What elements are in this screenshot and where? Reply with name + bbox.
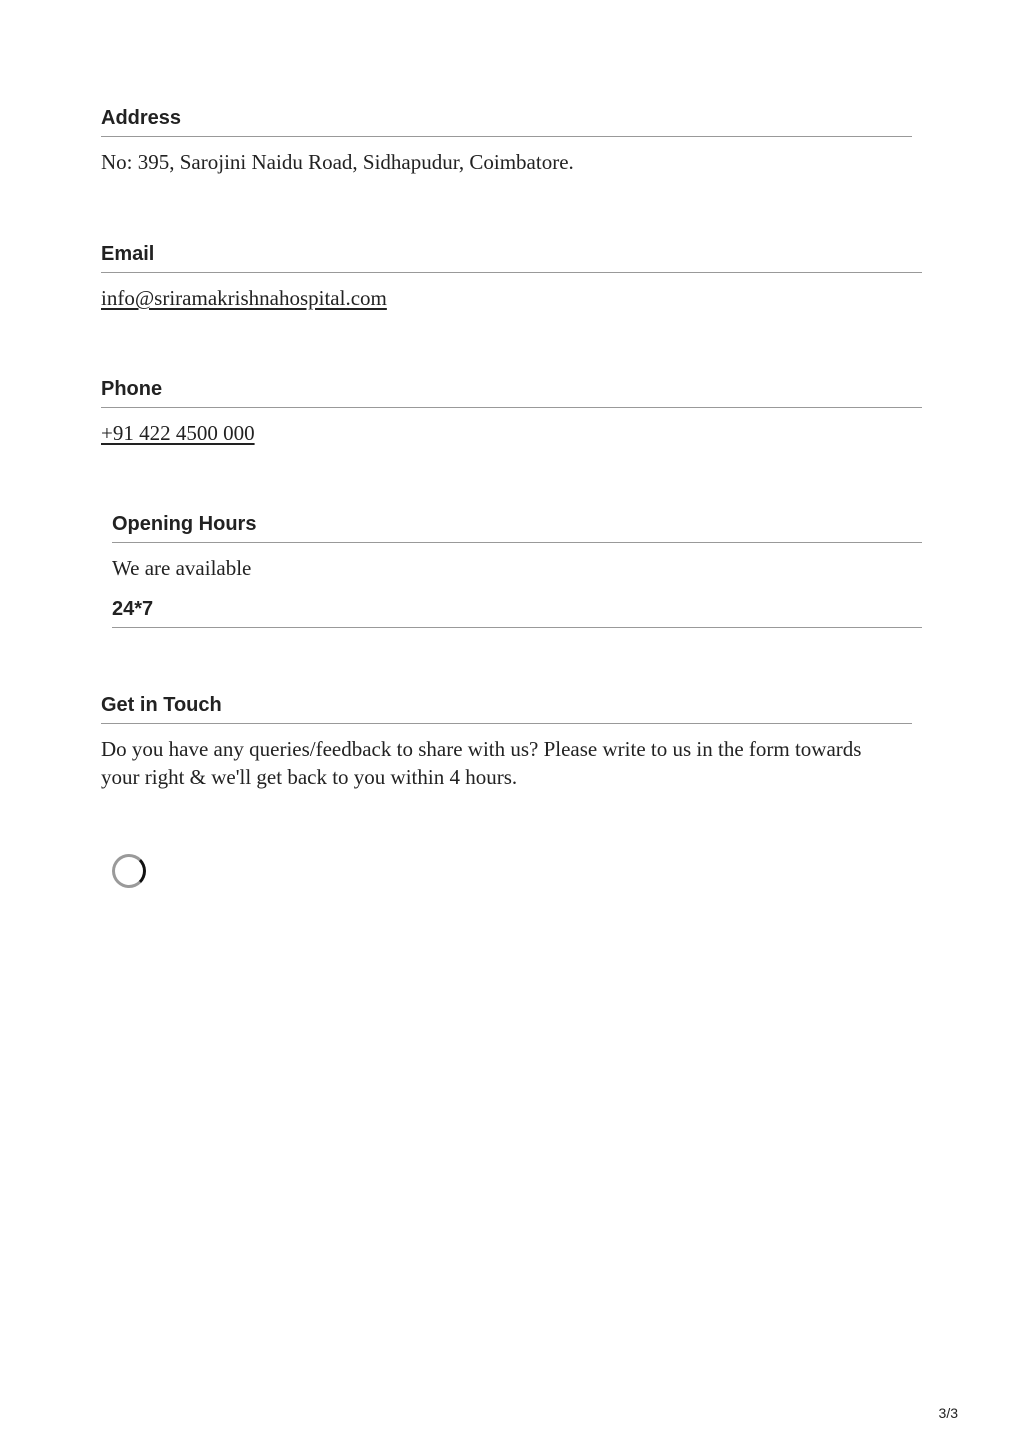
phone-section (101, 377, 922, 447)
page-indicator: 3/3 (938, 1405, 958, 1421)
availability-text: We are available (112, 556, 252, 580)
get-in-touch-text: Do you have any queries/feedback to share with us? Please write to us in the form towards your right & we'll get back to you within 4 hours. (101, 737, 862, 789)
address-value: No: 395, Sarojini Naidu Road, Sidhapudur, Coimbatore. (101, 150, 574, 174)
get-in-touch-heading: Get in Touch (101, 693, 912, 724)
opening-hours-section (112, 512, 922, 628)
address-heading: Address (101, 106, 912, 137)
phone-row (101, 419, 922, 447)
email-section (101, 242, 922, 312)
loading-spinner-icon (112, 854, 146, 888)
get-in-touch-section (101, 693, 912, 791)
availability-value: 24*7 (112, 597, 922, 628)
address-section (101, 106, 912, 176)
phone-heading: Phone (101, 377, 922, 408)
email-row (101, 284, 922, 312)
opening-hours-heading: Opening Hours (112, 512, 922, 543)
email-link[interactable]: info@sriramakrishnahospital.com (101, 286, 387, 310)
email-heading: Email (101, 242, 922, 273)
phone-link[interactable]: +91 422 4500 000 (101, 421, 255, 445)
